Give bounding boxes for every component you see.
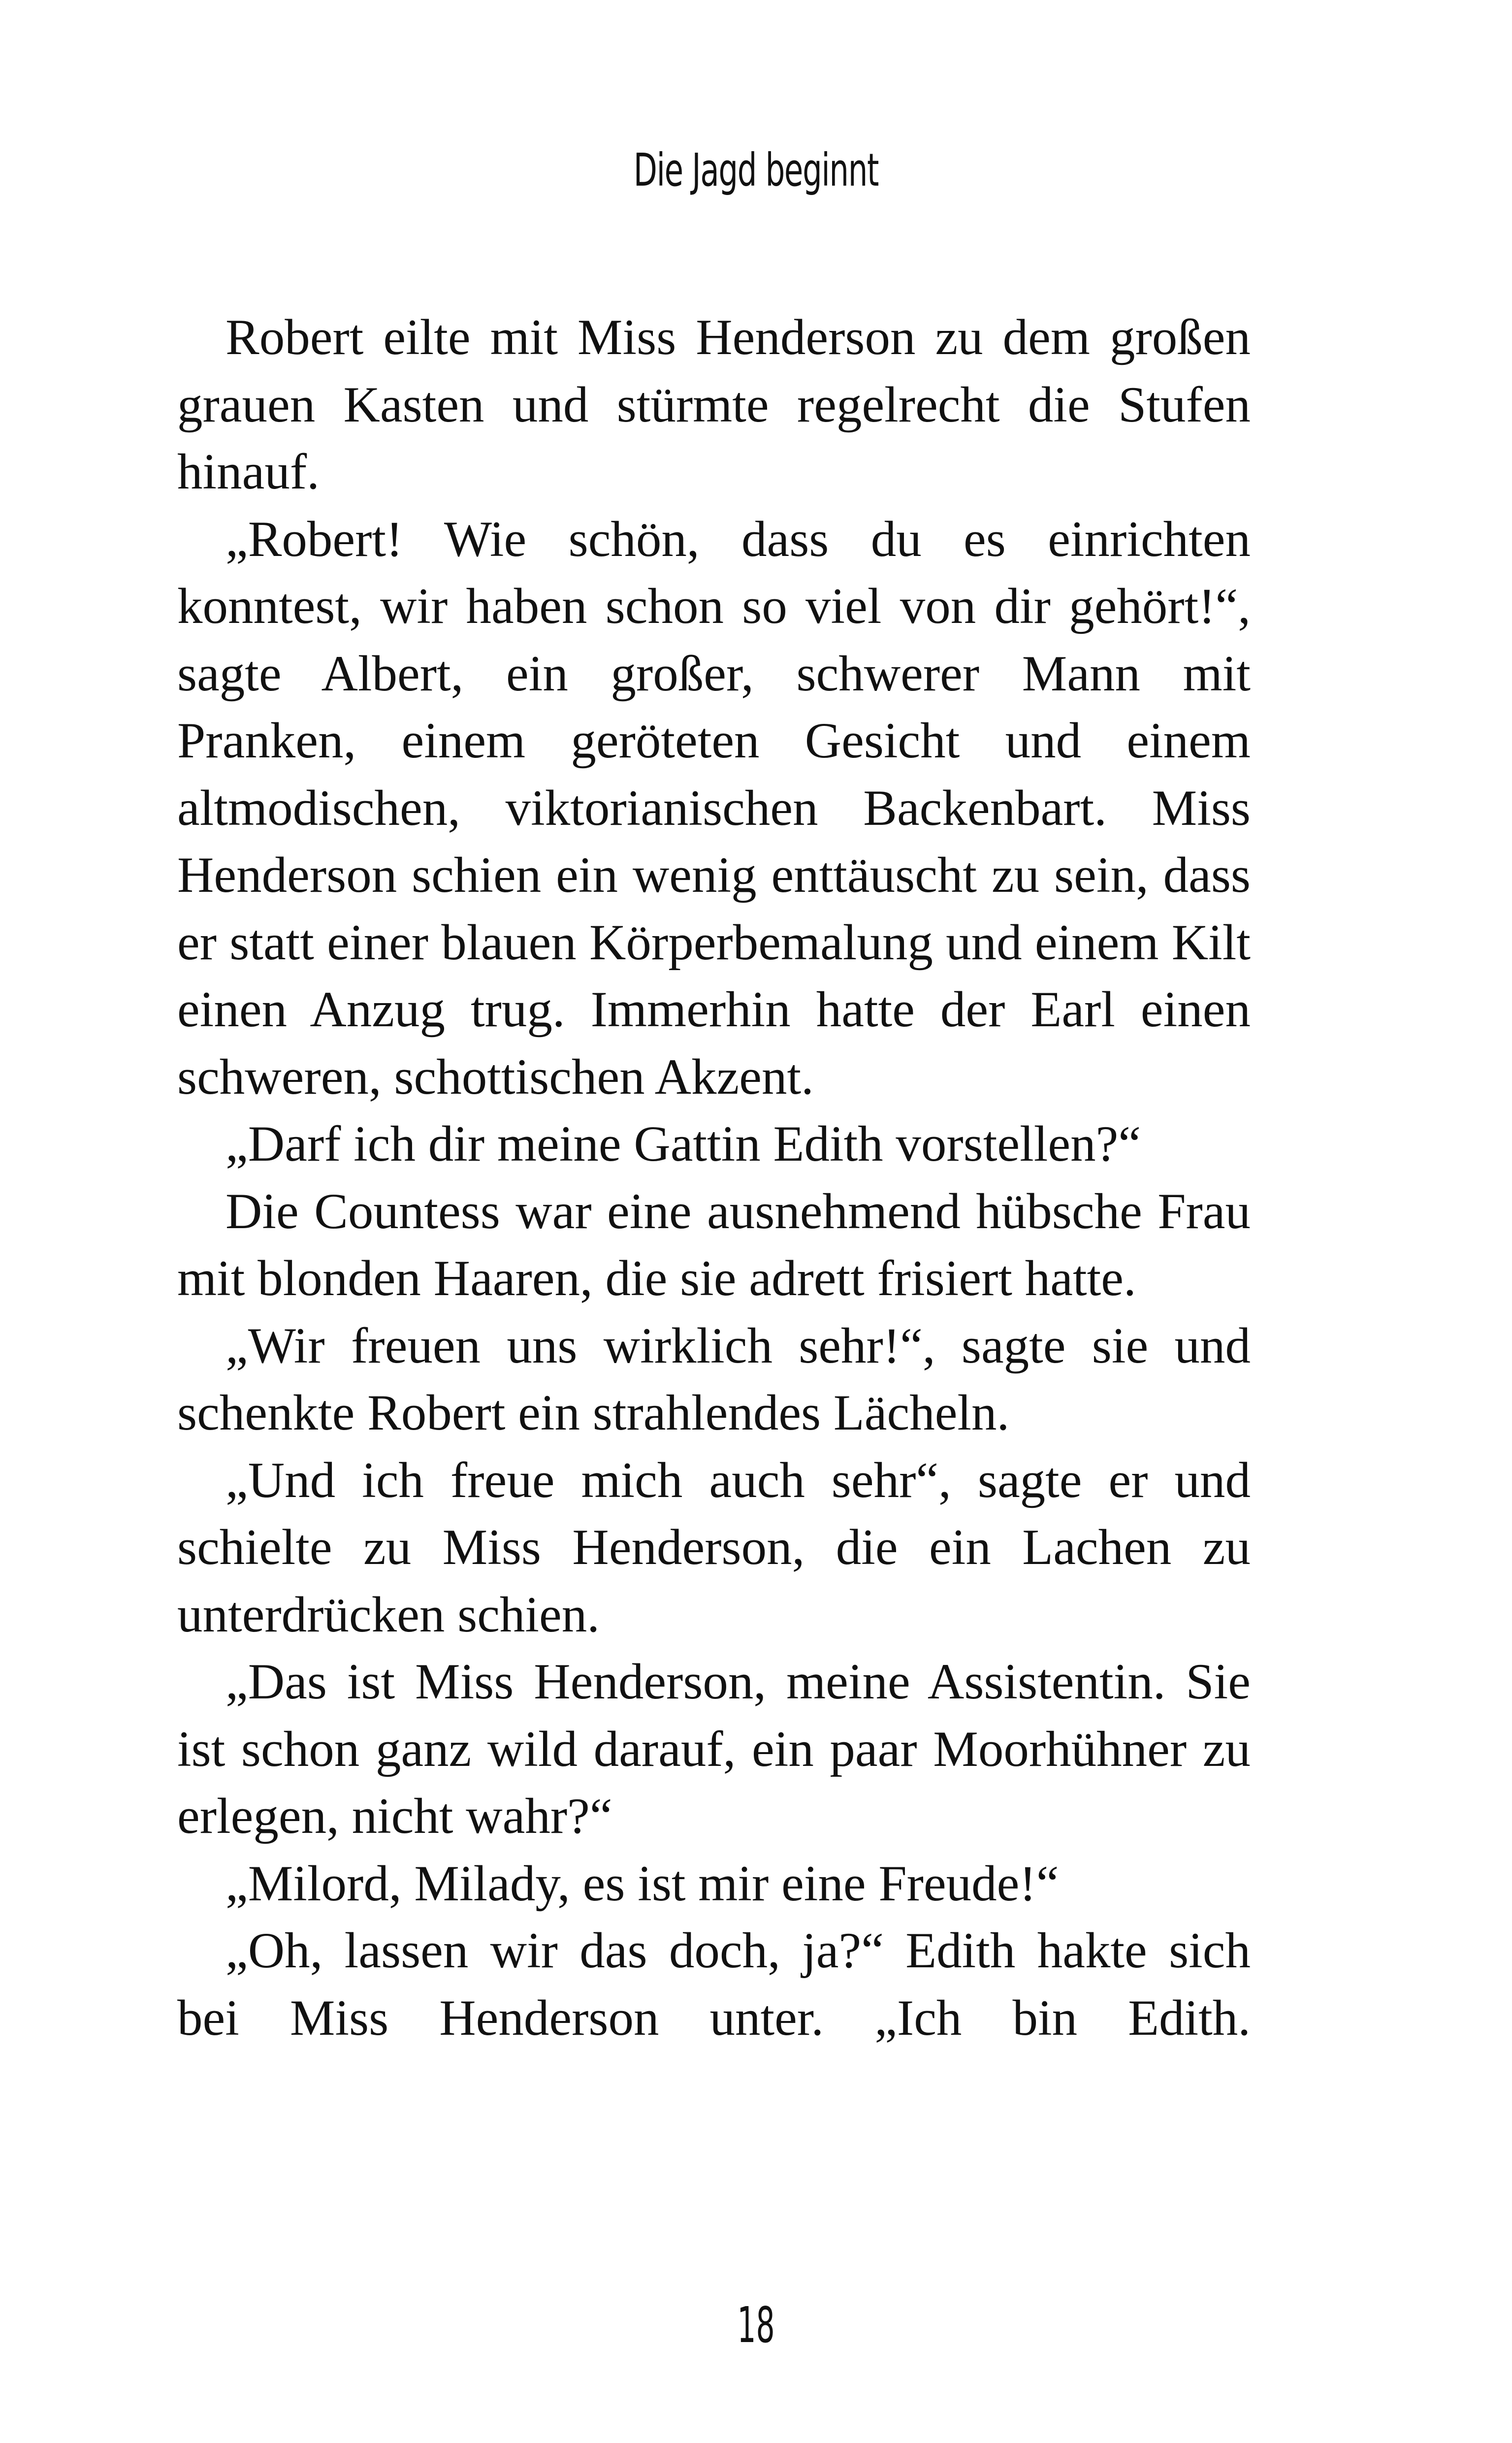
paragraph: „Wir freuen uns wirklich sehr!“, sagte sie und schenkte Robert ein strahlendes Lächeln. <box>177 1317 1251 1441</box>
paragraph: „Milord, Milady, es ist mir eine Freude!“ <box>225 1855 1059 1912</box>
running-head: Die Jagd beginnt <box>633 144 879 196</box>
paragraph: „Darf ich dir meine Gattin Edith vorstellen?“ <box>225 1116 1141 1172</box>
paragraph: „Robert! Wie schön, dass du es einrichten konntest, wir haben schon so viel von dir gehört!“, sagte Albert, ein großer, schwerer Mann mit Pranken, einem geröteten Gesicht und einem altmodischen, viktorianischen Backenbart. Miss Henderson schien ein wenig enttäuscht zu sein, dass er statt einer blauen Körperbemalung und einem Kilt einen Anzug trug. Immerhin hatte der Earl einen schweren, schottischen Akzent. <box>177 511 1251 1105</box>
paragraph: Die Countess war eine ausnehmend hübsche Frau mit blonden Haaren, die sie adrett frisiert hatte. <box>177 1183 1251 1306</box>
page-number: 18 <box>737 2296 775 2354</box>
paragraph: „Und ich freue mich auch sehr“, sagte er und schielte zu Miss Henderson, die ein Lachen zu unterdrücken schien. <box>177 1452 1251 1643</box>
paragraph: Robert eilte mit Miss Henderson zu dem großen grauen Kasten und stürmte regelrecht die Stufen hinauf. <box>177 309 1251 500</box>
paragraph: „Das ist Miss Henderson, meine Assistentin. Sie ist schon ganz wild darauf, ein paar Moorhühner zu erlegen, nicht wahr?“ <box>177 1654 1251 1844</box>
paragraph: „Oh, lassen wir das doch, ja?“ Edith hakte sich bei Miss Henderson unter. „Ich bin Edith. <box>177 1922 1251 2046</box>
body-text <box>177 304 1251 2052</box>
